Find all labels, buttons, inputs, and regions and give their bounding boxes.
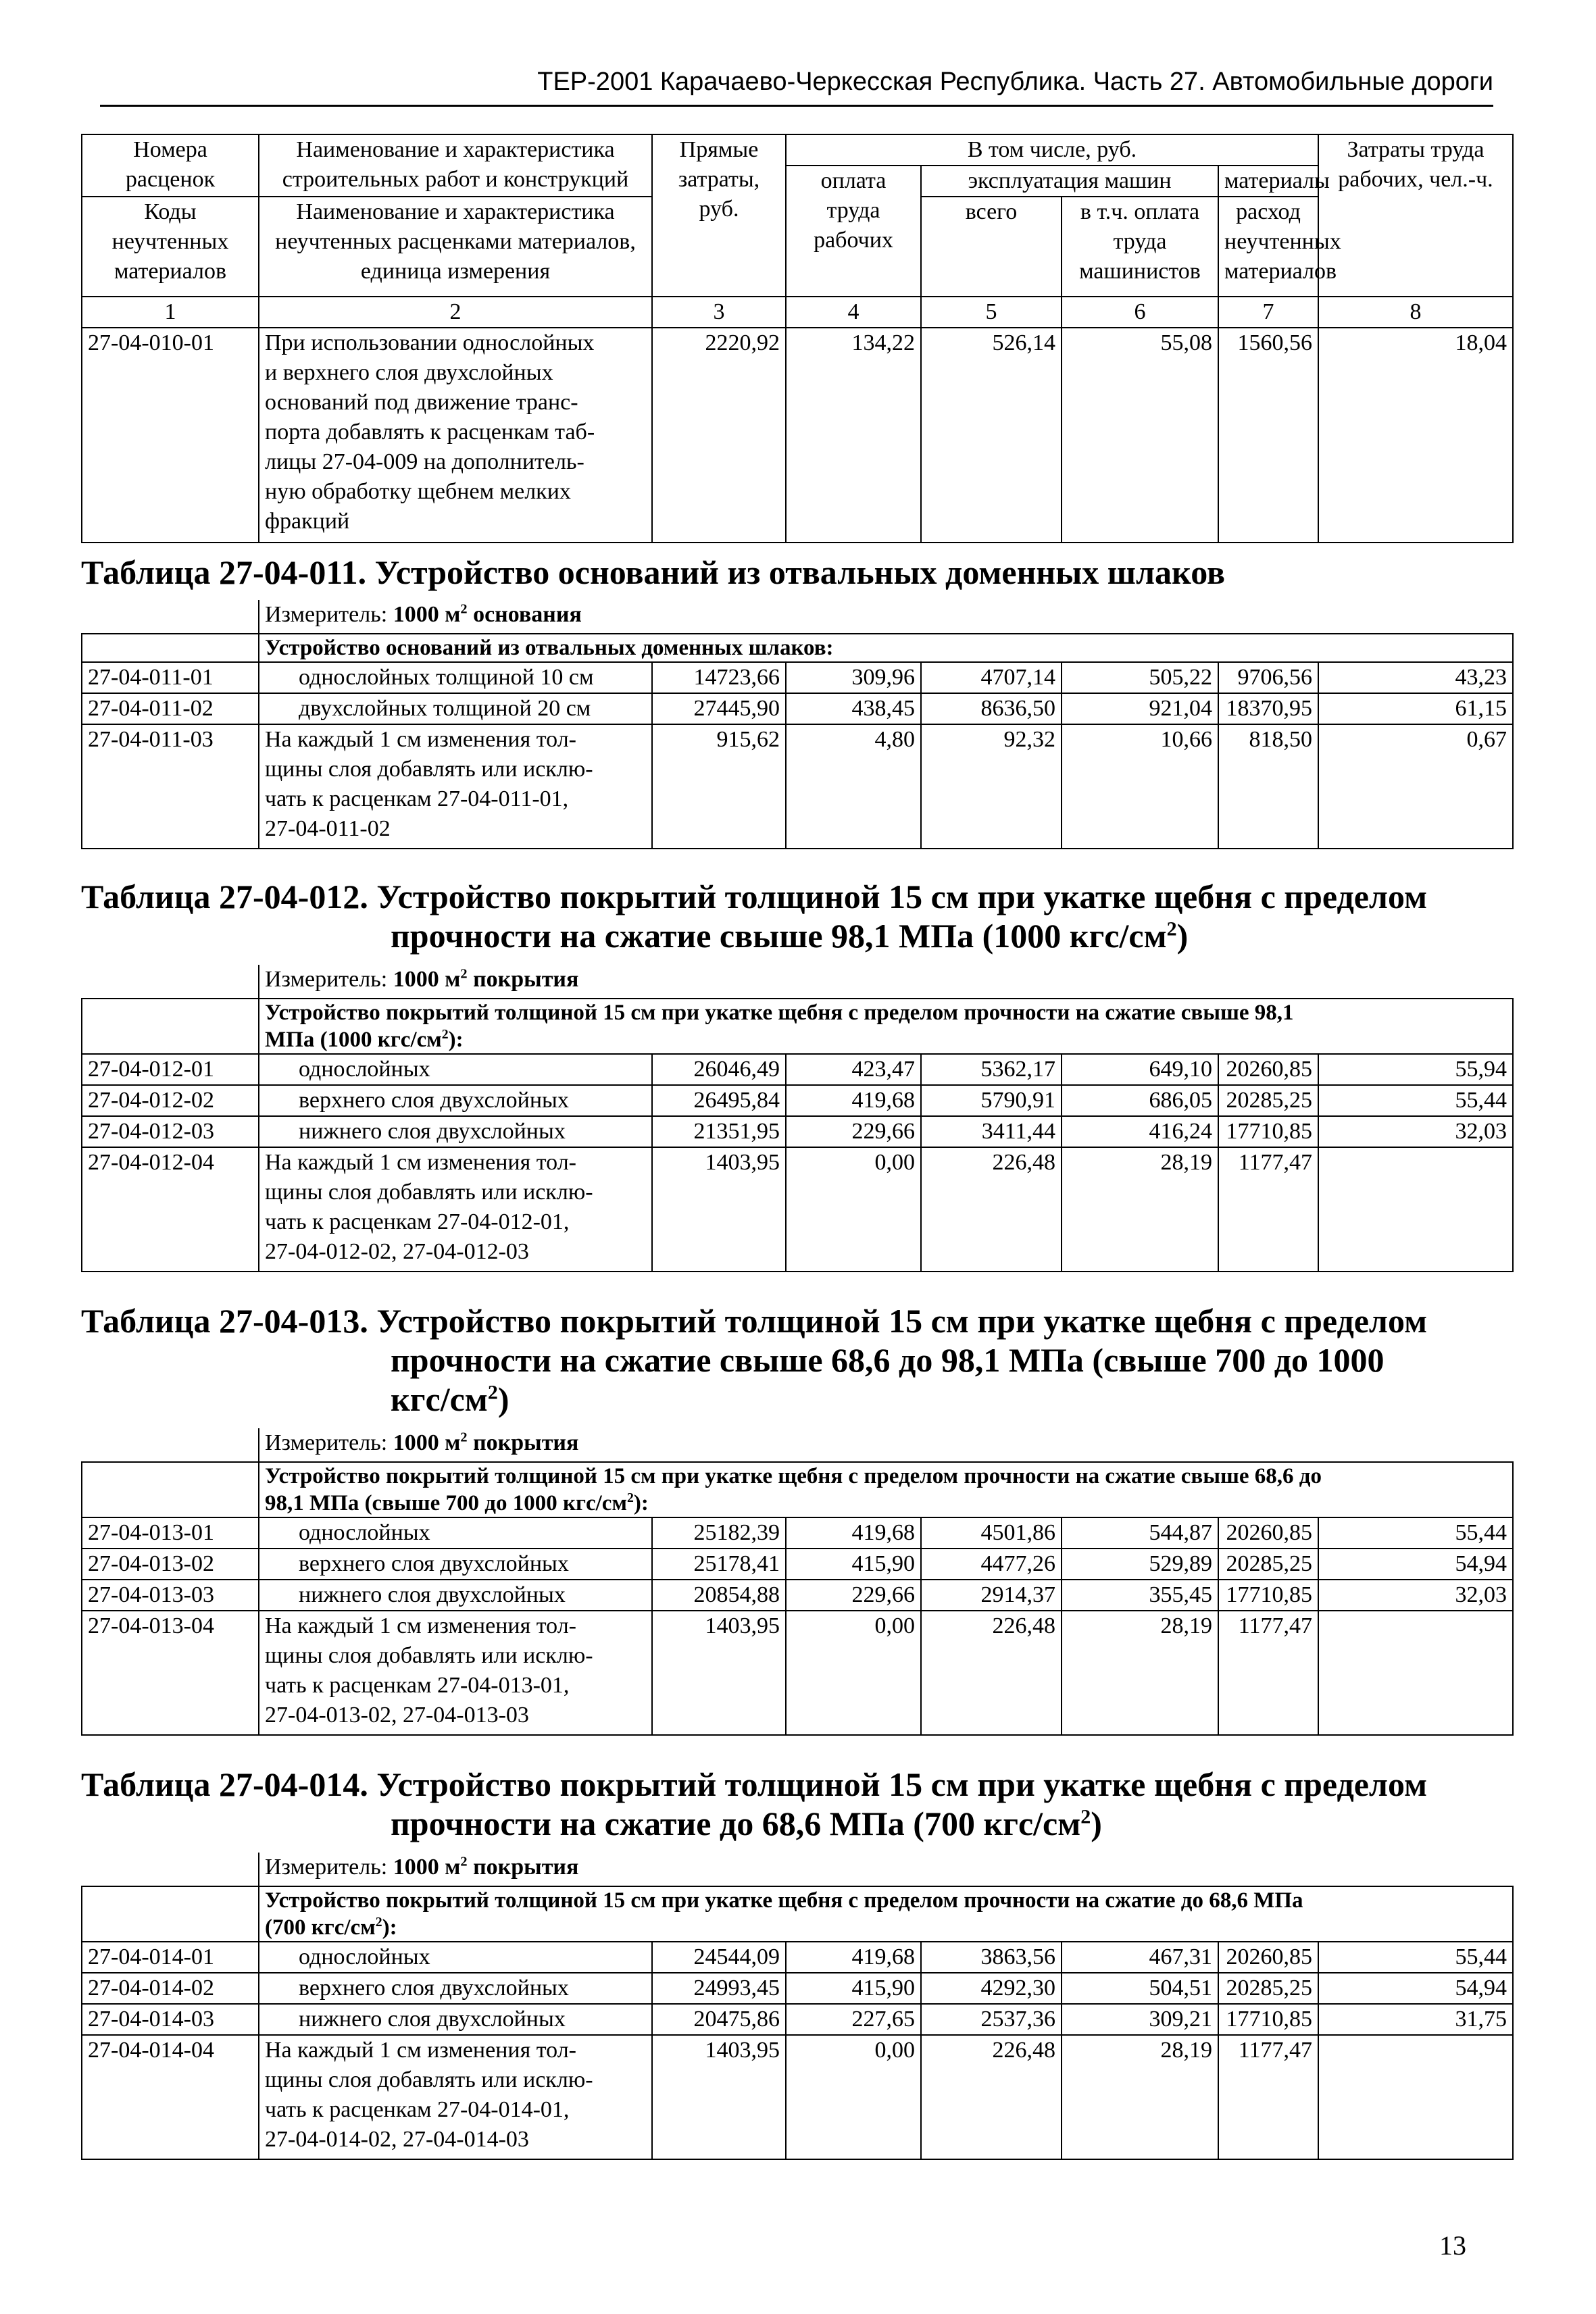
operator-wage: 529,89 <box>1062 1549 1218 1580</box>
direct-cost: 1403,95 <box>652 1611 786 1735</box>
machine-total: 3863,56 <box>921 1942 1062 1973</box>
labor-hours: 55,44 <box>1318 1517 1513 1549</box>
col-material-codes-header: Коды неучтенных материалов <box>82 197 259 297</box>
wage: 419,68 <box>786 1085 921 1116</box>
operator-wage: 28,19 <box>1062 2035 1218 2159</box>
wage: 229,66 <box>786 1116 921 1147</box>
direct-cost: 24993,45 <box>652 1973 786 2004</box>
wage: 415,90 <box>786 1973 921 2004</box>
materials: 9706,56 <box>1218 662 1318 693</box>
measure-unit: Измеритель: 1000 $м^2$ покрытия <box>265 1430 579 1455</box>
direct-cost: 2220,92 <box>652 328 786 543</box>
direct-cost: 25182,39 <box>652 1517 786 1549</box>
table-row <box>82 1942 1513 1973</box>
operator-wage: 355,45 <box>1062 1580 1218 1611</box>
machine-total: 5790,91 <box>921 1085 1062 1116</box>
rate-name: однослойных <box>259 1942 652 1973</box>
labor-hours <box>1318 1147 1513 1272</box>
col-index: 8 <box>1318 297 1513 328</box>
direct-cost: 20854,88 <box>652 1580 786 1611</box>
table-title: Таблица 27-04-014. Устройство покрытий толщиной 15 см при укатке щебня с пределом прочности на сжатие до 68,6 МПа (700 кгс/$см^2$) <box>81 1765 1428 1842</box>
wage: 423,47 <box>786 1054 921 1085</box>
labor-hours: 32,03 <box>1318 1116 1513 1147</box>
rate-name: верхнего слоя двухслойных <box>259 1973 652 2004</box>
operator-wage: 686,05 <box>1062 1085 1218 1116</box>
labor-hours: 43,23 <box>1318 662 1513 693</box>
col-name-header: Наименование и характеристика строительных работ и конструкций <box>259 134 652 197</box>
rate-table-014 <box>81 1853 1514 2160</box>
rate-code: 27-04-012-03 <box>82 1116 259 1147</box>
col-labor-hours-header: Затраты труда рабочих, чел.-ч. <box>1318 134 1513 297</box>
col-index: 6 <box>1062 297 1218 328</box>
operator-wage: 55,08 <box>1062 328 1218 543</box>
rate-description: На каждый 1 см изменения тол- щины слоя добавлять или исклю- чать к расценкам 27-04-014-01, 27-04-014-02, 27-04-014-03 <box>259 2035 652 2159</box>
header-table <box>81 134 1514 543</box>
materials: 1560,56 <box>1218 328 1318 543</box>
materials: 18370,95 <box>1218 693 1318 724</box>
direct-cost: 915,62 <box>652 724 786 849</box>
table-row <box>82 724 1513 849</box>
measure-unit: Измеритель: 1000 $м^2$ покрытия <box>265 1854 579 1880</box>
operator-wage: 544,87 <box>1062 1517 1218 1549</box>
rate-description: При использовании однослойных и верхнего слоя двухслойных оснований под движение транс- порта добавлять к расценкам таб- лицы 27-04-009 на дополнитель- ную обработку щебнем мелких фракций <box>259 328 652 543</box>
direct-cost: 26046,49 <box>652 1054 786 1085</box>
table-row <box>82 1147 1513 1272</box>
materials: 20260,85 <box>1218 1942 1318 1973</box>
col-index: 2 <box>259 297 652 328</box>
col-machine-header: эксплуатация машин <box>921 166 1218 197</box>
materials: 20285,25 <box>1218 1549 1318 1580</box>
labor-hours: 55,94 <box>1318 1054 1513 1085</box>
col-index: 1 <box>82 297 259 328</box>
rate-code: 27-04-014-04 <box>82 2035 259 2159</box>
rate-name: однослойных <box>259 1517 652 1549</box>
col-index: 7 <box>1218 297 1318 328</box>
rate-name: двухслойных толщиной 20 см <box>259 693 652 724</box>
materials: 20285,25 <box>1218 1085 1318 1116</box>
materials: 20260,85 <box>1218 1517 1318 1549</box>
machine-total: 4707,14 <box>921 662 1062 693</box>
rate-name: верхнего слоя двухслойных <box>259 1085 652 1116</box>
operator-wage: 416,24 <box>1062 1116 1218 1147</box>
direct-cost: 26495,84 <box>652 1085 786 1116</box>
rate-description: На каждый 1 см изменения тол- щины слоя добавлять или исклю- чать к расценкам 27-04-011-01, 27-04-011-02 <box>259 724 652 849</box>
col-operator-wage-header: в т.ч. оплата труда машинистов <box>1062 197 1218 297</box>
direct-cost: 1403,95 <box>652 1147 786 1272</box>
rate-description: На каждый 1 см изменения тол- щины слоя добавлять или исклю- чать к расценкам 27-04-013-01, 27-04-013-02, 27-04-013-03 <box>259 1611 652 1735</box>
col-material-names-header: Наименование и характеристика неучтенных расценками материалов, единица измерения <box>259 197 652 297</box>
rate-name: нижнего слоя двухслойных <box>259 2004 652 2035</box>
rate-code: 27-04-013-02 <box>82 1549 259 1580</box>
rate-code: 27-04-012-01 <box>82 1054 259 1085</box>
rate-table-012 <box>81 965 1514 1272</box>
labor-hours: 61,15 <box>1318 693 1513 724</box>
rate-name: однослойных толщиной 10 см <box>259 662 652 693</box>
rate-code: 27-04-011-02 <box>82 693 259 724</box>
materials: 818,50 <box>1218 724 1318 849</box>
table-row <box>82 1517 1513 1549</box>
labor-hours: 54,94 <box>1318 1973 1513 2004</box>
wage: 415,90 <box>786 1549 921 1580</box>
labor-hours: 32,03 <box>1318 1580 1513 1611</box>
col-materials-header: материалы <box>1218 166 1318 197</box>
direct-cost: 1403,95 <box>652 2035 786 2159</box>
machine-total: 226,48 <box>921 2035 1062 2159</box>
labor-hours: 55,44 <box>1318 1085 1513 1116</box>
labor-hours: 55,44 <box>1318 1942 1513 1973</box>
direct-cost: 21351,95 <box>652 1116 786 1147</box>
rate-code: 27-04-014-01 <box>82 1942 259 1973</box>
wage: 0,00 <box>786 1147 921 1272</box>
wage: 0,00 <box>786 1611 921 1735</box>
table-title: Таблица 27-04-013. Устройство покрытий толщиной 15 см при укатке щебня с пределом прочности на сжатие свыше 68,6 до 98,1 МПа (свыше 700 до 1000 кгс/$см^2$) <box>81 1302 1428 1418</box>
table-row <box>82 1580 1513 1611</box>
machine-total: 4501,86 <box>921 1517 1062 1549</box>
direct-cost: 27445,90 <box>652 693 786 724</box>
wage: 419,68 <box>786 1942 921 1973</box>
materials: 17710,85 <box>1218 2004 1318 2035</box>
rate-code: 27-04-011-03 <box>82 724 259 849</box>
col-codes-header: Номера расценок <box>82 134 259 197</box>
table-row <box>82 1054 1513 1085</box>
table-row <box>82 2004 1513 2035</box>
wage: 4,80 <box>786 724 921 849</box>
page-header: ТЕР-2001 Карачаево-Черкесская Республика. Часть 27. Автомобильные дороги <box>537 68 1493 96</box>
direct-cost: 25178,41 <box>652 1549 786 1580</box>
measure-unit: Измеритель: 1000 $м^2$ основания <box>265 601 582 627</box>
table-title: Таблица 27-04-011. Устройство оснований из отвальных доменных шлаков <box>81 553 1225 591</box>
operator-wage: 28,19 <box>1062 1147 1218 1272</box>
col-index: 5 <box>921 297 1062 328</box>
rate-code: 27-04-012-02 <box>82 1085 259 1116</box>
machine-total: 226,48 <box>921 1611 1062 1735</box>
table-title: Таблица 27-04-012. Устройство покрытий толщиной 15 см при укатке щебня с пределом прочности на сжатие свыше 98,1 МПа (1000 кгс/$см^2$) <box>81 878 1428 955</box>
rate-name: однослойных <box>259 1054 652 1085</box>
table-row <box>82 1611 1513 1735</box>
rate-description: На каждый 1 см изменения тол- щины слоя добавлять или исклю- чать к расценкам 27-04-012-01, 27-04-012-02, 27-04-012-03 <box>259 1147 652 1272</box>
machine-total: 8636,50 <box>921 693 1062 724</box>
operator-wage: 505,22 <box>1062 662 1218 693</box>
wage: 0,00 <box>786 2035 921 2159</box>
col-wage-header: оплата труда рабочих <box>786 166 921 297</box>
materials: 17710,85 <box>1218 1580 1318 1611</box>
labor-hours: 18,04 <box>1318 328 1513 543</box>
rate-code: 27-04-010-01 <box>82 328 259 543</box>
direct-cost: 24544,09 <box>652 1942 786 1973</box>
materials: 20260,85 <box>1218 1054 1318 1085</box>
col-direct-cost-header: Прямые затраты, руб. <box>652 134 786 297</box>
col-machine-total-header: всего <box>921 197 1062 297</box>
labor-hours: 31,75 <box>1318 2004 1513 2035</box>
materials: 1177,47 <box>1218 1147 1318 1272</box>
wage: 438,45 <box>786 693 921 724</box>
rate-code: 27-04-014-03 <box>82 2004 259 2035</box>
table-row <box>82 328 1513 543</box>
rate-name: верхнего слоя двухслойных <box>259 1549 652 1580</box>
table-row <box>82 662 1513 693</box>
rate-code: 27-04-013-01 <box>82 1517 259 1549</box>
col-index: 3 <box>652 297 786 328</box>
wage: 134,22 <box>786 328 921 543</box>
machine-total: 4292,30 <box>921 1973 1062 2004</box>
group-heading: Устройство покрытий толщиной 15 см при укатке щебня с пределом прочности на сжатие свыше 98,1 МПа (1000 кгс/$см^2$): <box>259 999 1513 1054</box>
table-row <box>82 1549 1513 1580</box>
measure-unit: Измеритель: 1000 $м^2$ покрытия <box>265 966 579 992</box>
machine-total: 4477,26 <box>921 1549 1062 1580</box>
machine-total: 2537,36 <box>921 2004 1062 2035</box>
machine-total: 3411,44 <box>921 1116 1062 1147</box>
table-row <box>82 2035 1513 2159</box>
machine-total: 5362,17 <box>921 1054 1062 1085</box>
operator-wage: 649,10 <box>1062 1054 1218 1085</box>
page-number: 13 <box>1439 2230 1466 2261</box>
operator-wage: 10,66 <box>1062 724 1218 849</box>
group-heading: Устройство оснований из отвальных доменных шлаков: <box>259 634 1513 662</box>
table-row <box>82 1116 1513 1147</box>
direct-cost: 14723,66 <box>652 662 786 693</box>
header-rule <box>100 105 1493 107</box>
direct-cost: 20475,86 <box>652 2004 786 2035</box>
group-heading: Устройство покрытий толщиной 15 см при укатке щебня с пределом прочности на сжатие до 68,6 МПа (700 кгс/$см^2$): <box>259 1886 1513 1942</box>
machine-total: 2914,37 <box>921 1580 1062 1611</box>
materials: 1177,47 <box>1218 1611 1318 1735</box>
rate-code: 27-04-014-02 <box>82 1973 259 2004</box>
machine-total: 92,32 <box>921 724 1062 849</box>
labor-hours: 54,94 <box>1318 1549 1513 1580</box>
rate-table-013 <box>81 1428 1514 1736</box>
wage: 309,96 <box>786 662 921 693</box>
rate-name: нижнего слоя двухслойных <box>259 1580 652 1611</box>
wage: 419,68 <box>786 1517 921 1549</box>
operator-wage: 309,21 <box>1062 2004 1218 2035</box>
rate-code: 27-04-013-03 <box>82 1580 259 1611</box>
machine-total: 226,48 <box>921 1147 1062 1272</box>
materials: 17710,85 <box>1218 1116 1318 1147</box>
labor-hours <box>1318 2035 1513 2159</box>
table-row <box>82 1085 1513 1116</box>
rate-table-011 <box>81 600 1514 849</box>
table-row <box>82 1973 1513 2004</box>
operator-wage: 921,04 <box>1062 693 1218 724</box>
machine-total: 526,14 <box>921 328 1062 543</box>
labor-hours: 0,67 <box>1318 724 1513 849</box>
table-row <box>82 693 1513 724</box>
wage: 229,66 <box>786 1580 921 1611</box>
materials: 20285,25 <box>1218 1973 1318 2004</box>
rate-name: нижнего слоя двухслойных <box>259 1116 652 1147</box>
rate-code: 27-04-012-04 <box>82 1147 259 1272</box>
operator-wage: 28,19 <box>1062 1611 1218 1735</box>
operator-wage: 467,31 <box>1062 1942 1218 1973</box>
rate-code: 27-04-013-04 <box>82 1611 259 1735</box>
rate-code: 27-04-011-01 <box>82 662 259 693</box>
materials: 1177,47 <box>1218 2035 1318 2159</box>
col-unaccounted-materials-header: расход неучтенных материалов <box>1218 197 1318 297</box>
labor-hours <box>1318 1611 1513 1735</box>
operator-wage: 504,51 <box>1062 1973 1218 2004</box>
wage: 227,65 <box>786 2004 921 2035</box>
group-heading: Устройство покрытий толщиной 15 см при укатке щебня с пределом прочности на сжатие свыше 68,6 до 98,1 МПа (свыше 700 до 1000 кгс/$см^2$): <box>259 1462 1513 1517</box>
col-including-header: В том числе, руб. <box>786 134 1318 166</box>
col-index: 4 <box>786 297 921 328</box>
